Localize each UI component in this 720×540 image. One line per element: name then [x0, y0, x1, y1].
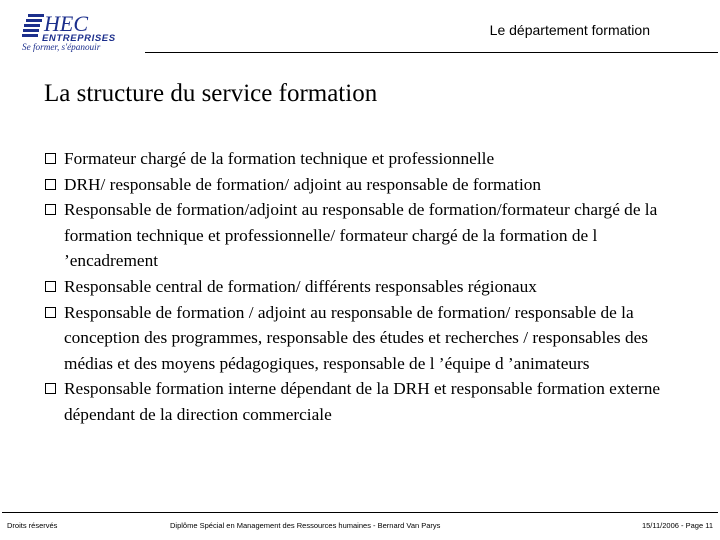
checkbox-bullet-icon	[45, 307, 56, 318]
list-item	[44, 300, 694, 377]
footer-rights: Droits réservés	[7, 521, 58, 530]
logo-sub: ENTREPRISES	[42, 33, 116, 44]
checkbox-bullet-icon	[45, 281, 56, 292]
slide-title: La structure du service formation	[44, 80, 378, 107]
logo-tagline: Se former, s'épanouir	[22, 42, 101, 52]
list-item	[44, 376, 694, 427]
checkbox-bullet-icon	[45, 204, 56, 215]
list-item	[44, 146, 694, 172]
hec-entreprises-logo	[22, 12, 144, 52]
logo-brand: HEC	[44, 12, 88, 36]
bullet-list	[44, 146, 694, 428]
checkbox-bullet-icon	[45, 179, 56, 190]
bullet-text: DRH/ responsable de formation/ adjoint au responsable de formation	[64, 174, 542, 194]
bullet-text: Responsable de formation / adjoint au responsable de formation/ responsable de la conception des programmes, responsable des études et recherches / responsables des médias et des moyens pédagogiques, responsable de l ’équipe d ’animateurs	[64, 302, 649, 373]
checkbox-bullet-icon	[45, 153, 56, 164]
bullet-text: Responsable formation interne dépendant de la DRH et responsable formation externe dépendant de la direction commerciale	[64, 379, 661, 424]
header-divider	[145, 52, 718, 53]
footer-course: Diplôme Spécial en Management des Ressources humaines - Bernard Van Parys	[170, 521, 441, 530]
footer-divider	[2, 512, 718, 513]
list-item	[44, 197, 694, 274]
header-title: Le département formation	[489, 22, 650, 38]
bullet-text: Responsable central de formation/ différents responsables régionaux	[64, 276, 537, 296]
checkbox-bullet-icon	[45, 383, 56, 394]
bullet-text: Formateur chargé de la formation technique et professionnelle	[64, 149, 495, 168]
list-item	[44, 172, 694, 198]
list-item	[44, 274, 694, 300]
footer-date-page: 15/11/2006 - Page 11	[641, 521, 713, 530]
bullet-text: Responsable de formation/adjoint au responsable de formation/formateur chargé de la formation technique et professionnelle/ formateur chargé de la formation de l ’encadrement	[64, 200, 658, 271]
logo-graphic	[22, 12, 144, 52]
